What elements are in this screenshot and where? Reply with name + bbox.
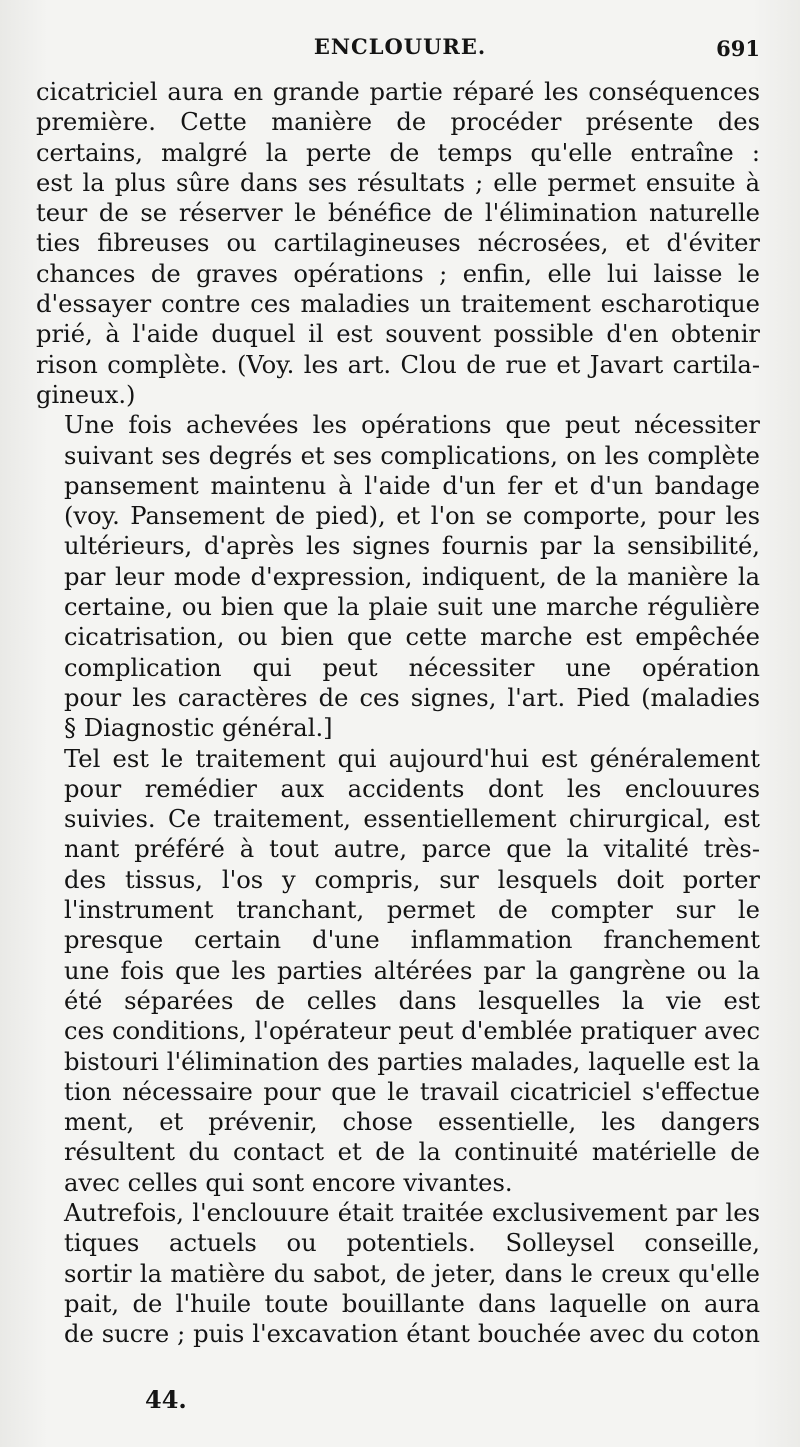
- text-line: ultérieurs, d'après les signes fournis par la sensibilité,: [64, 532, 760, 561]
- text-line: ties fibreuses ou cartilagineuses nécrosées, et d'éviter: [36, 229, 760, 258]
- text-line: ces conditions, l'opérateur peut d'emblée pratiquer avec: [64, 1017, 760, 1046]
- body-text: [36, 77, 760, 1349]
- text-line: bistouri l'élimination des parties malades, laquelle est la: [64, 1047, 760, 1076]
- text-line: pour remédier aux accidents dont les enclouures: [64, 774, 760, 803]
- text-line: Une fois achevées les opérations que peut nécessiter: [64, 411, 760, 440]
- paragraph-3: [36, 744, 760, 1198]
- text-line: pour les caractères de ces signes, l'art. Pied (maladies: [64, 683, 760, 712]
- text-line: suivies. Ce traitement, essentiellement chirurgical, est: [64, 805, 760, 834]
- text-line: avec celles qui sont encore vivantes.: [64, 1168, 513, 1197]
- text-line: certains, malgré la perte de temps qu'elle entraîne :: [36, 138, 760, 167]
- text-line: des tissus, l'os y compris, sur lesquels doit porter: [64, 865, 760, 894]
- text-line: certaine, ou bien que la plaie suit une marche régulière: [64, 593, 760, 622]
- text-line: prié, à l'aide duquel il est souvent possible d'en obtenir: [36, 320, 760, 349]
- text-line: d'essayer contre ces maladies un traitement escharotique: [36, 290, 760, 319]
- text-line: suivant ses degrés et ses complications, on les complète: [64, 441, 760, 470]
- text-line: est la plus sûre dans ses résultats ; elle permet ensuite à: [36, 168, 760, 197]
- text-line: première. Cette manière de procéder présente des: [36, 108, 760, 137]
- page-number: 691: [716, 36, 760, 61]
- running-title: ENCLOUURE.: [313, 34, 487, 59]
- text-line: (voy. Pansement de pied), et l'on se comporte, pour les: [64, 502, 760, 531]
- text-line: gineux.): [36, 380, 136, 409]
- text-line: résultent du contact et de la continuité matérielle de: [64, 1138, 760, 1167]
- text-line: Autrefois, l'enclouure était traitée exclusivement par les: [64, 1198, 760, 1227]
- text-line: presque certain d'une inflammation franchement: [64, 926, 760, 955]
- text-line: tiques actuels ou potentiels. Solleysel conseille,: [64, 1229, 760, 1258]
- text-line: ment, et prévenir, chose essentielle, les dangers: [64, 1108, 760, 1137]
- text-line: été séparées de celles dans lesquelles la vie est: [64, 986, 760, 1015]
- text-line: pait, de l'huile toute bouillante dans laquelle on aura: [64, 1289, 760, 1318]
- text-line: § Diagnostic général.]: [64, 714, 333, 743]
- paragraph-4: [36, 1198, 760, 1349]
- text-line: une fois que les parties altérées par la gangrène ou la: [64, 956, 760, 985]
- paragraph-2: [36, 410, 760, 743]
- signature-mark: 44.: [145, 1385, 187, 1414]
- text-line: complication qui peut nécessiter une opération: [64, 653, 760, 682]
- text-line: l'instrument tranchant, permet de compter sur le: [64, 896, 760, 925]
- text-line: de sucre ; puis l'excavation étant bouchée avec du coton: [64, 1320, 760, 1349]
- text-line: par leur mode d'expression, indiquent, de la manière la: [64, 562, 760, 591]
- text-line: tion nécessaire pour que le travail cicatriciel s'effectue: [64, 1077, 760, 1106]
- text-line: sortir la matière du sabot, de jeter, dans le creux qu'elle: [64, 1259, 760, 1288]
- text-line: teur de se réserver le bénéfice de l'élimination naturelle: [36, 199, 760, 228]
- text-line: nant préféré à tout autre, parce que la vitalité très-: [64, 835, 760, 864]
- text-line: rison complète. (Voy. les art. Clou de rue et Javart cartila-: [36, 350, 760, 379]
- paragraph-1: [36, 77, 760, 410]
- running-head: [36, 30, 764, 66]
- text-line: chances de graves opérations ; enfin, elle lui laisse le: [36, 259, 760, 288]
- text-line: pansement maintenu à l'aide d'un fer et d'un bandage: [64, 471, 760, 500]
- text-line: cicatrisation, ou bien que cette marche est empêchée: [64, 623, 760, 652]
- text-line: cicatriciel aura en grande partie réparé les conséquences: [36, 78, 760, 106]
- text-line: Tel est le traitement qui aujourd'hui est généralement: [64, 744, 760, 773]
